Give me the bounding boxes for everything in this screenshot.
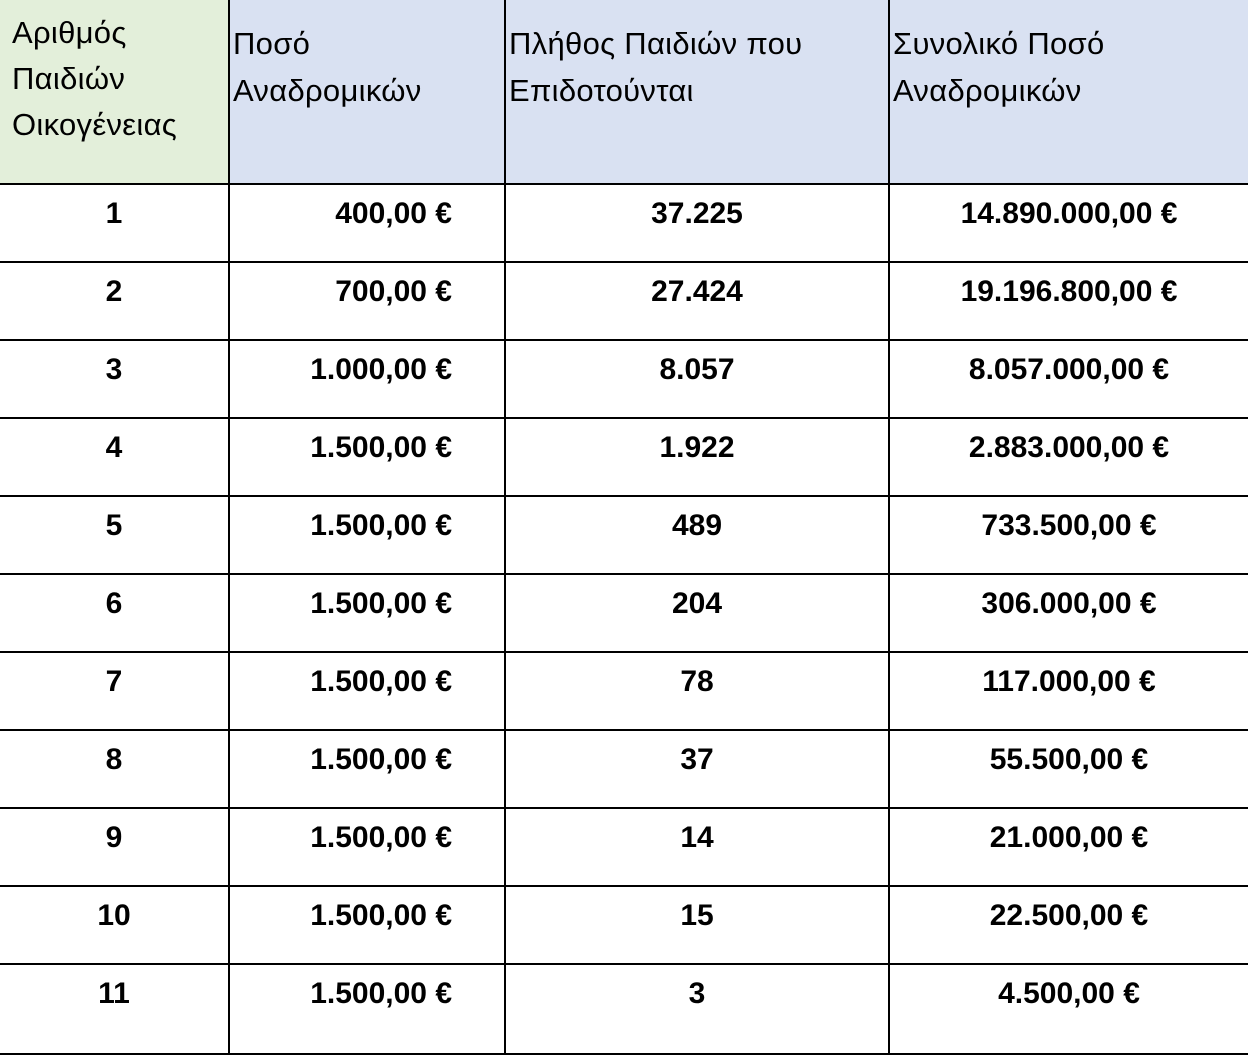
header-row	[0, 0, 1248, 184]
cell-count: 37	[505, 730, 889, 808]
cell-total: 2.883.000,00 €	[889, 418, 1248, 496]
cell-count: 37.225	[505, 184, 889, 262]
cell-amount: 1.500,00 €	[229, 574, 505, 652]
cell-children: 6	[0, 574, 229, 652]
header-subsidized-children	[505, 0, 889, 184]
header-line: Αριθμός	[12, 15, 127, 50]
table-row	[0, 496, 1248, 574]
table-row	[0, 886, 1248, 964]
cell-count: 1.922	[505, 418, 889, 496]
table-row	[0, 418, 1248, 496]
header-line: Αναδρομικών	[893, 73, 1082, 108]
header-line: Συνολικό Ποσό	[893, 26, 1105, 61]
cell-total: 21.000,00 €	[889, 808, 1248, 886]
cell-children: 10	[0, 886, 229, 964]
cell-children: 2	[0, 262, 229, 340]
header-line: Ποσό	[233, 26, 311, 61]
cell-total: 4.500,00 €	[889, 964, 1248, 1054]
cell-amount: 1.500,00 €	[229, 418, 505, 496]
cell-count: 489	[505, 496, 889, 574]
cell-children: 4	[0, 418, 229, 496]
cell-amount: 1.500,00 €	[229, 808, 505, 886]
table-row	[0, 652, 1248, 730]
cell-total: 117.000,00 €	[889, 652, 1248, 730]
cell-total: 14.890.000,00 €	[889, 184, 1248, 262]
header-total-amount	[889, 0, 1248, 184]
cell-children: 1	[0, 184, 229, 262]
cell-amount: 1.000,00 €	[229, 340, 505, 418]
header-children-count	[0, 0, 229, 184]
cell-total: 733.500,00 €	[889, 496, 1248, 574]
cell-children: 3	[0, 340, 229, 418]
cell-count: 8.057	[505, 340, 889, 418]
cell-count: 27.424	[505, 262, 889, 340]
cell-count: 3	[505, 964, 889, 1054]
table-row	[0, 808, 1248, 886]
cell-children: 11	[0, 964, 229, 1054]
table-row	[0, 340, 1248, 418]
cell-total: 8.057.000,00 €	[889, 340, 1248, 418]
cell-count: 204	[505, 574, 889, 652]
cell-amount: 400,00 €	[229, 184, 505, 262]
table-row	[0, 964, 1248, 1054]
cell-amount: 1.500,00 €	[229, 886, 505, 964]
cell-amount: 700,00 €	[229, 262, 505, 340]
cell-total: 306.000,00 €	[889, 574, 1248, 652]
cell-count: 78	[505, 652, 889, 730]
cell-total: 55.500,00 €	[889, 730, 1248, 808]
cell-children: 5	[0, 496, 229, 574]
table-row	[0, 262, 1248, 340]
table-header	[0, 0, 1248, 184]
header-retroactive-amount	[229, 0, 505, 184]
cell-count: 15	[505, 886, 889, 964]
cell-children: 9	[0, 808, 229, 886]
table-row	[0, 184, 1248, 262]
table-row	[0, 574, 1248, 652]
table-body	[0, 184, 1248, 1054]
cell-count: 14	[505, 808, 889, 886]
header-line: Επιδοτούνται	[509, 73, 694, 108]
cell-children: 7	[0, 652, 229, 730]
cell-total: 19.196.800,00 €	[889, 262, 1248, 340]
header-line: Οικογένειας	[12, 107, 178, 142]
cell-amount: 1.500,00 €	[229, 964, 505, 1054]
cell-total: 22.500,00 €	[889, 886, 1248, 964]
header-line: Παιδιών	[12, 61, 126, 96]
header-line: Αναδρομικών	[233, 73, 422, 108]
header-line: Πλήθος Παιδιών που	[509, 26, 803, 61]
cell-amount: 1.500,00 €	[229, 652, 505, 730]
cell-amount: 1.500,00 €	[229, 496, 505, 574]
cell-amount: 1.500,00 €	[229, 730, 505, 808]
table-row	[0, 730, 1248, 808]
cell-children: 8	[0, 730, 229, 808]
